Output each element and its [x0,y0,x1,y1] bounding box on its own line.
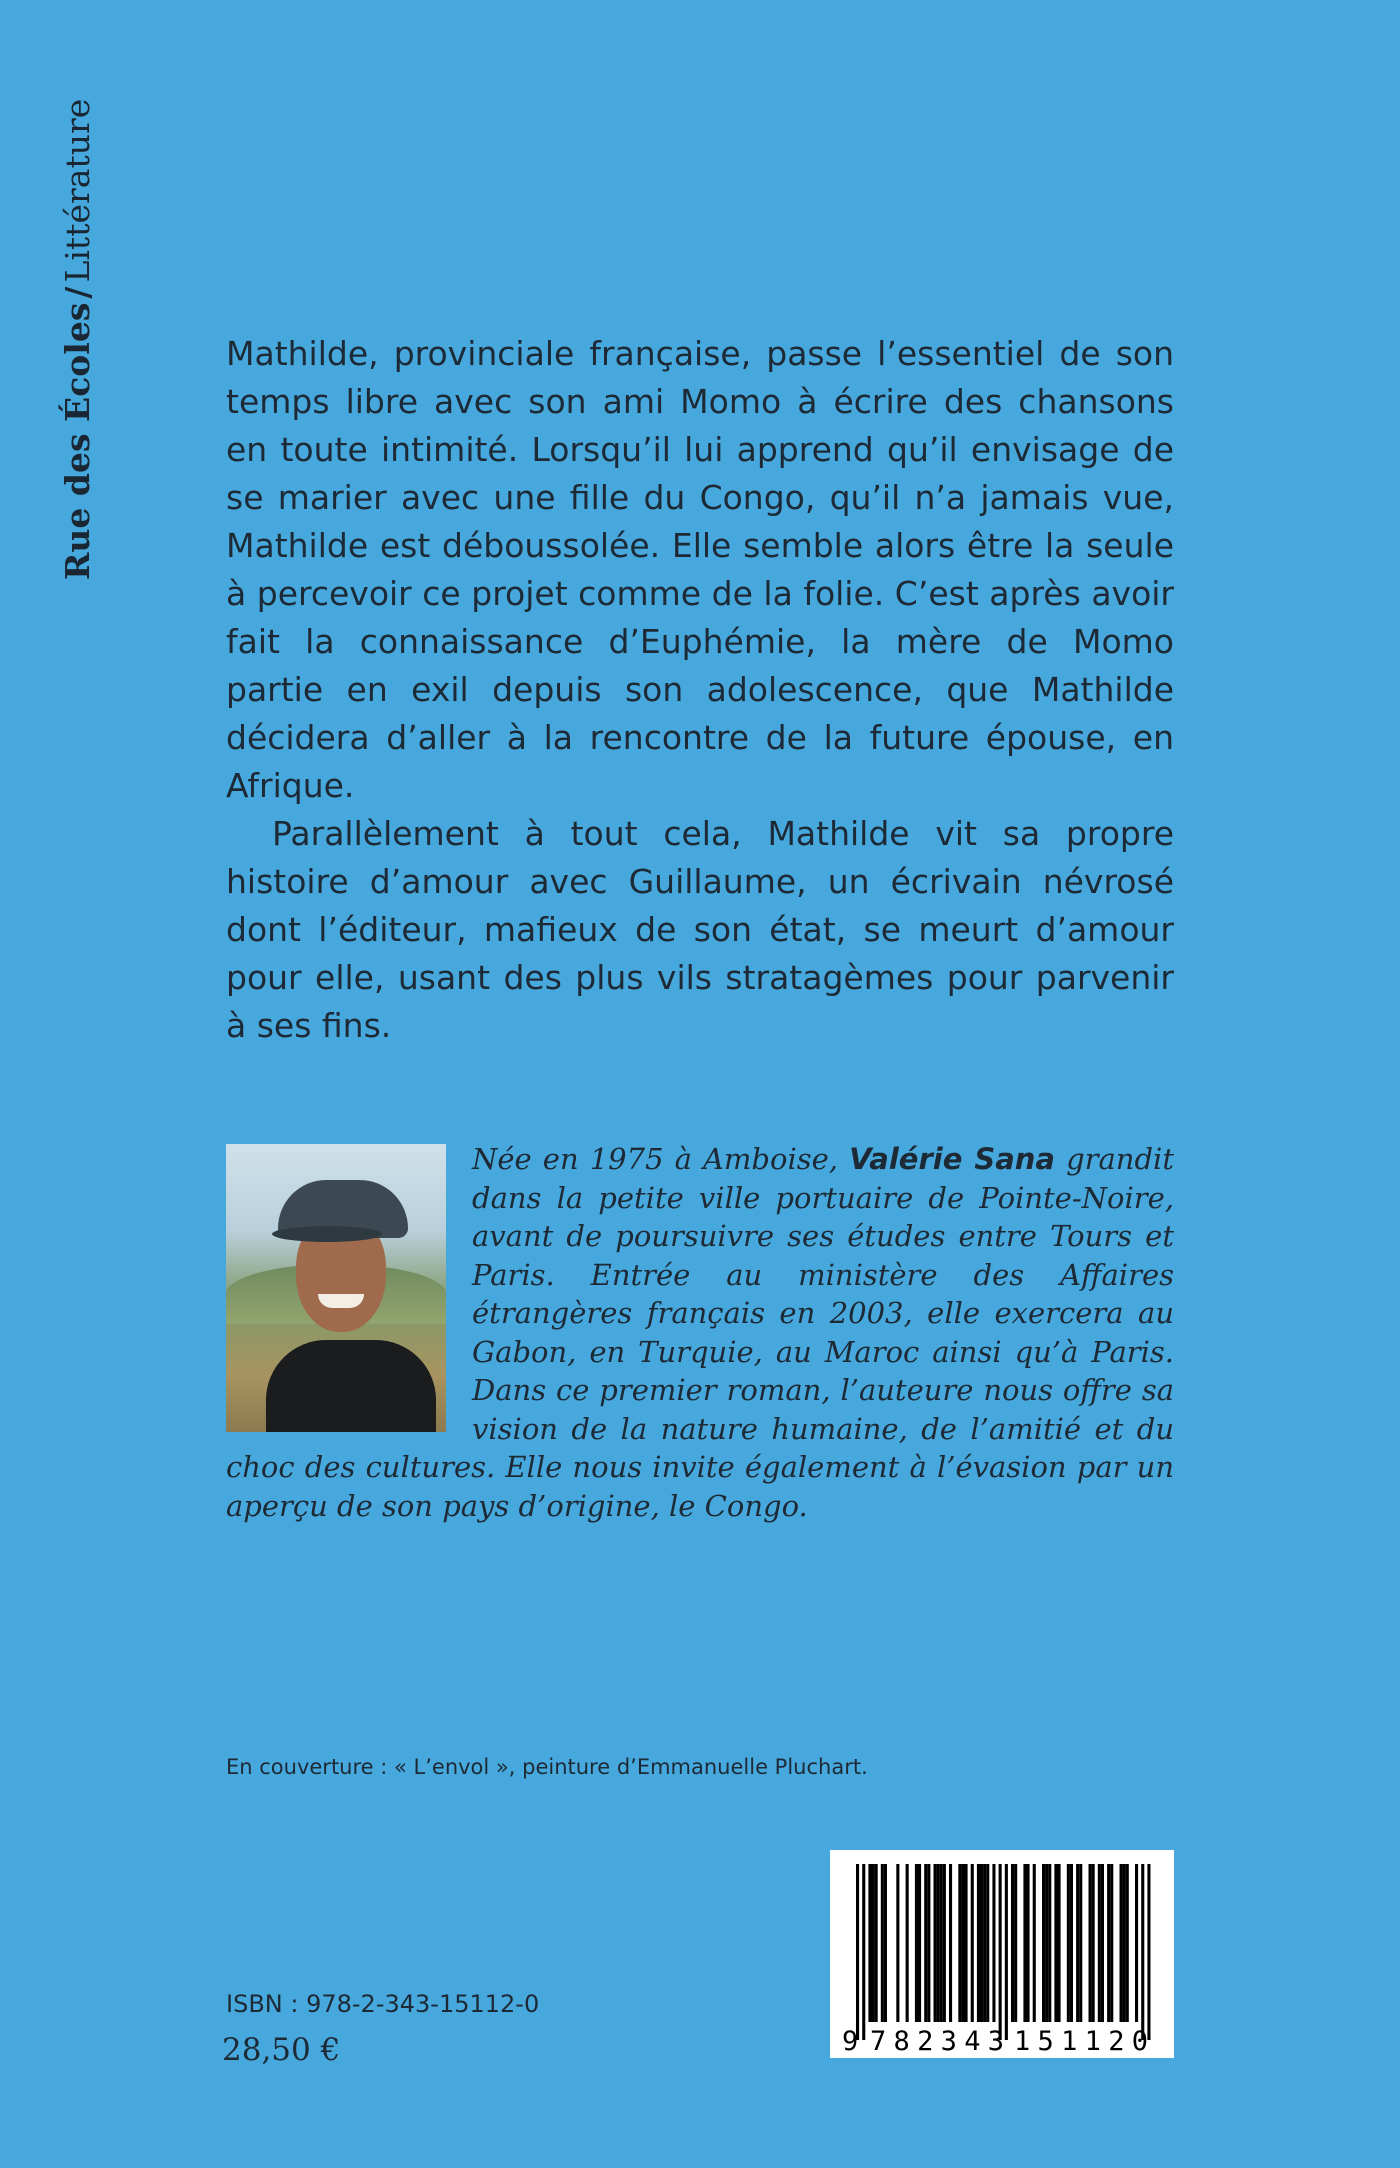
barcode-bar [1033,1864,1036,2022]
barcode-bar [927,1864,930,2022]
barcode-bar [1098,1864,1101,2022]
barcode-bar [1120,1864,1123,2022]
barcode-bar [1135,1864,1138,2022]
series-name: Rue des Écoles [58,302,97,580]
barcode-bar [1005,1864,1008,2040]
barcode-bar [1101,1864,1104,2022]
author-name: Valérie Sana [849,1142,1055,1176]
price: 28,50 € [222,2032,341,2068]
barcode-graphic [830,1850,1174,2058]
barcode-bar [1054,1864,1057,2022]
barcode-bars [856,1864,1151,2040]
barcode-bar [1042,1864,1045,2022]
barcode-bar [1027,1864,1030,2022]
synopsis [226,330,1174,1050]
barcode-bar [980,1864,983,2022]
cover-credit: En couverture : « L’envol », peinture d’Emmanuelle Pluchart. [226,1755,868,1779]
barcode-bar [862,1864,865,2040]
barcode-bar [884,1864,887,2022]
barcode-bar [872,1864,875,2022]
barcode-bar [868,1864,871,2022]
isbn: ISBN : 978-2-343-15112-0 [226,1990,540,2018]
barcode-bar [983,1864,986,2022]
barcode-bar [906,1864,909,2022]
barcode-bar [1110,1864,1113,2022]
barcode-bar [971,1864,974,2022]
barcode-bar [1011,1864,1014,2022]
barcode-bar [934,1864,937,2022]
bio-text-rest: grandit dans la petite ville portuaire de Pointe-Noire, avant de poursuivre ses études entre Tours et Paris. Entrée au ministère des Affaires étrangères français en 2003, elle exercera au Gabon, en Turquie, au Maroc ainsi qu’à Paris. Dans ce premier roman, l’auteure nous offre sa vision de la nature humaine, de l’amitié et du choc des cultures. Elle nous invite également à l’évasion par un aperçu de son pays d’origine, le Congo. [226,1142,1174,1523]
category-name: Littérature [58,98,97,283]
barcode-bar [999,1864,1002,2040]
synopsis-paragraph-1: Mathilde, provinciale française, passe l’essentiel de son temps libre avec son ami Momo à écrire des chansons en toute intimité. Lorsqu’il lui apprend qu’il envisage de se marier avec une fille du Congo, qu’il n’a jamais vue, Mathilde est déboussolée. Elle semble alors être la seule à percevoir ce projet comme de la folie. C’est après avoir fait la connaissance d’Euphémie, la mère de Momo partie en exil depuis son adolescence, que Mathilde décidera d’aller à la rencontre de la future épouse, en Afrique. [226,334,1174,805]
barcode-bar [1123,1864,1126,2022]
barcode-bar [1067,1864,1070,2022]
barcode [830,1850,1174,2058]
barcode-bar [1126,1864,1129,2022]
barcode-bar [977,1864,980,2022]
barcode-bar [965,1864,968,2022]
barcode-bar [1107,1864,1110,2022]
bio-text-start: Née en 1975 à Amboise, [472,1142,850,1176]
barcode-bar [958,1864,961,2022]
barcode-bar [1014,1864,1017,2022]
barcode-bar [949,1864,952,2022]
barcode-bar [992,1864,995,2022]
barcode-bar [1048,1864,1051,2022]
barcode-bar [986,1864,989,2022]
barcode-bar [1089,1864,1092,2022]
barcode-bar [1058,1864,1061,2022]
barcode-digit-lead: 9 [842,2026,859,2057]
barcode-bar [856,1864,859,2040]
barcode-bar [937,1864,940,2022]
barcode-bar [915,1864,918,2022]
barcode-bar [940,1864,943,2022]
barcode-bar [1023,1864,1026,2022]
barcode-bar [1092,1864,1095,2022]
barcode-bar [1076,1864,1079,2022]
title-separator: / [58,286,97,299]
barcode-digits-right: 151120 [1014,2026,1148,2057]
barcode-bar [1141,1864,1144,2040]
barcode-bar [924,1864,927,2022]
barcode-bar [1147,1864,1150,2040]
barcode-bar [1045,1864,1048,2022]
barcode-bar [896,1864,899,2022]
author-bio [226,1140,1174,1525]
synopsis-paragraph-2: Parallèlement à tout cela, Mathilde vit sa propre histoire d’amour avec Guillaume, un écrivain névrosé dont l’éditeur, mafieux de son état, se meurt d’amour pour elle, usant des plus vils stratagèmes pour parvenir à ses fins. [226,814,1174,1045]
barcode-bar [881,1864,884,2022]
barcode-bar [1070,1864,1073,2022]
barcode-bar [943,1864,946,2022]
spine-title [48,98,108,580]
barcode-bar [1079,1864,1082,2022]
barcode-bar [875,1864,878,2022]
author-photo [226,1144,446,1432]
barcode-digits-left: 782343 [870,2026,1004,2057]
barcode-bar [961,1864,964,2022]
barcode-bar [918,1864,921,2022]
